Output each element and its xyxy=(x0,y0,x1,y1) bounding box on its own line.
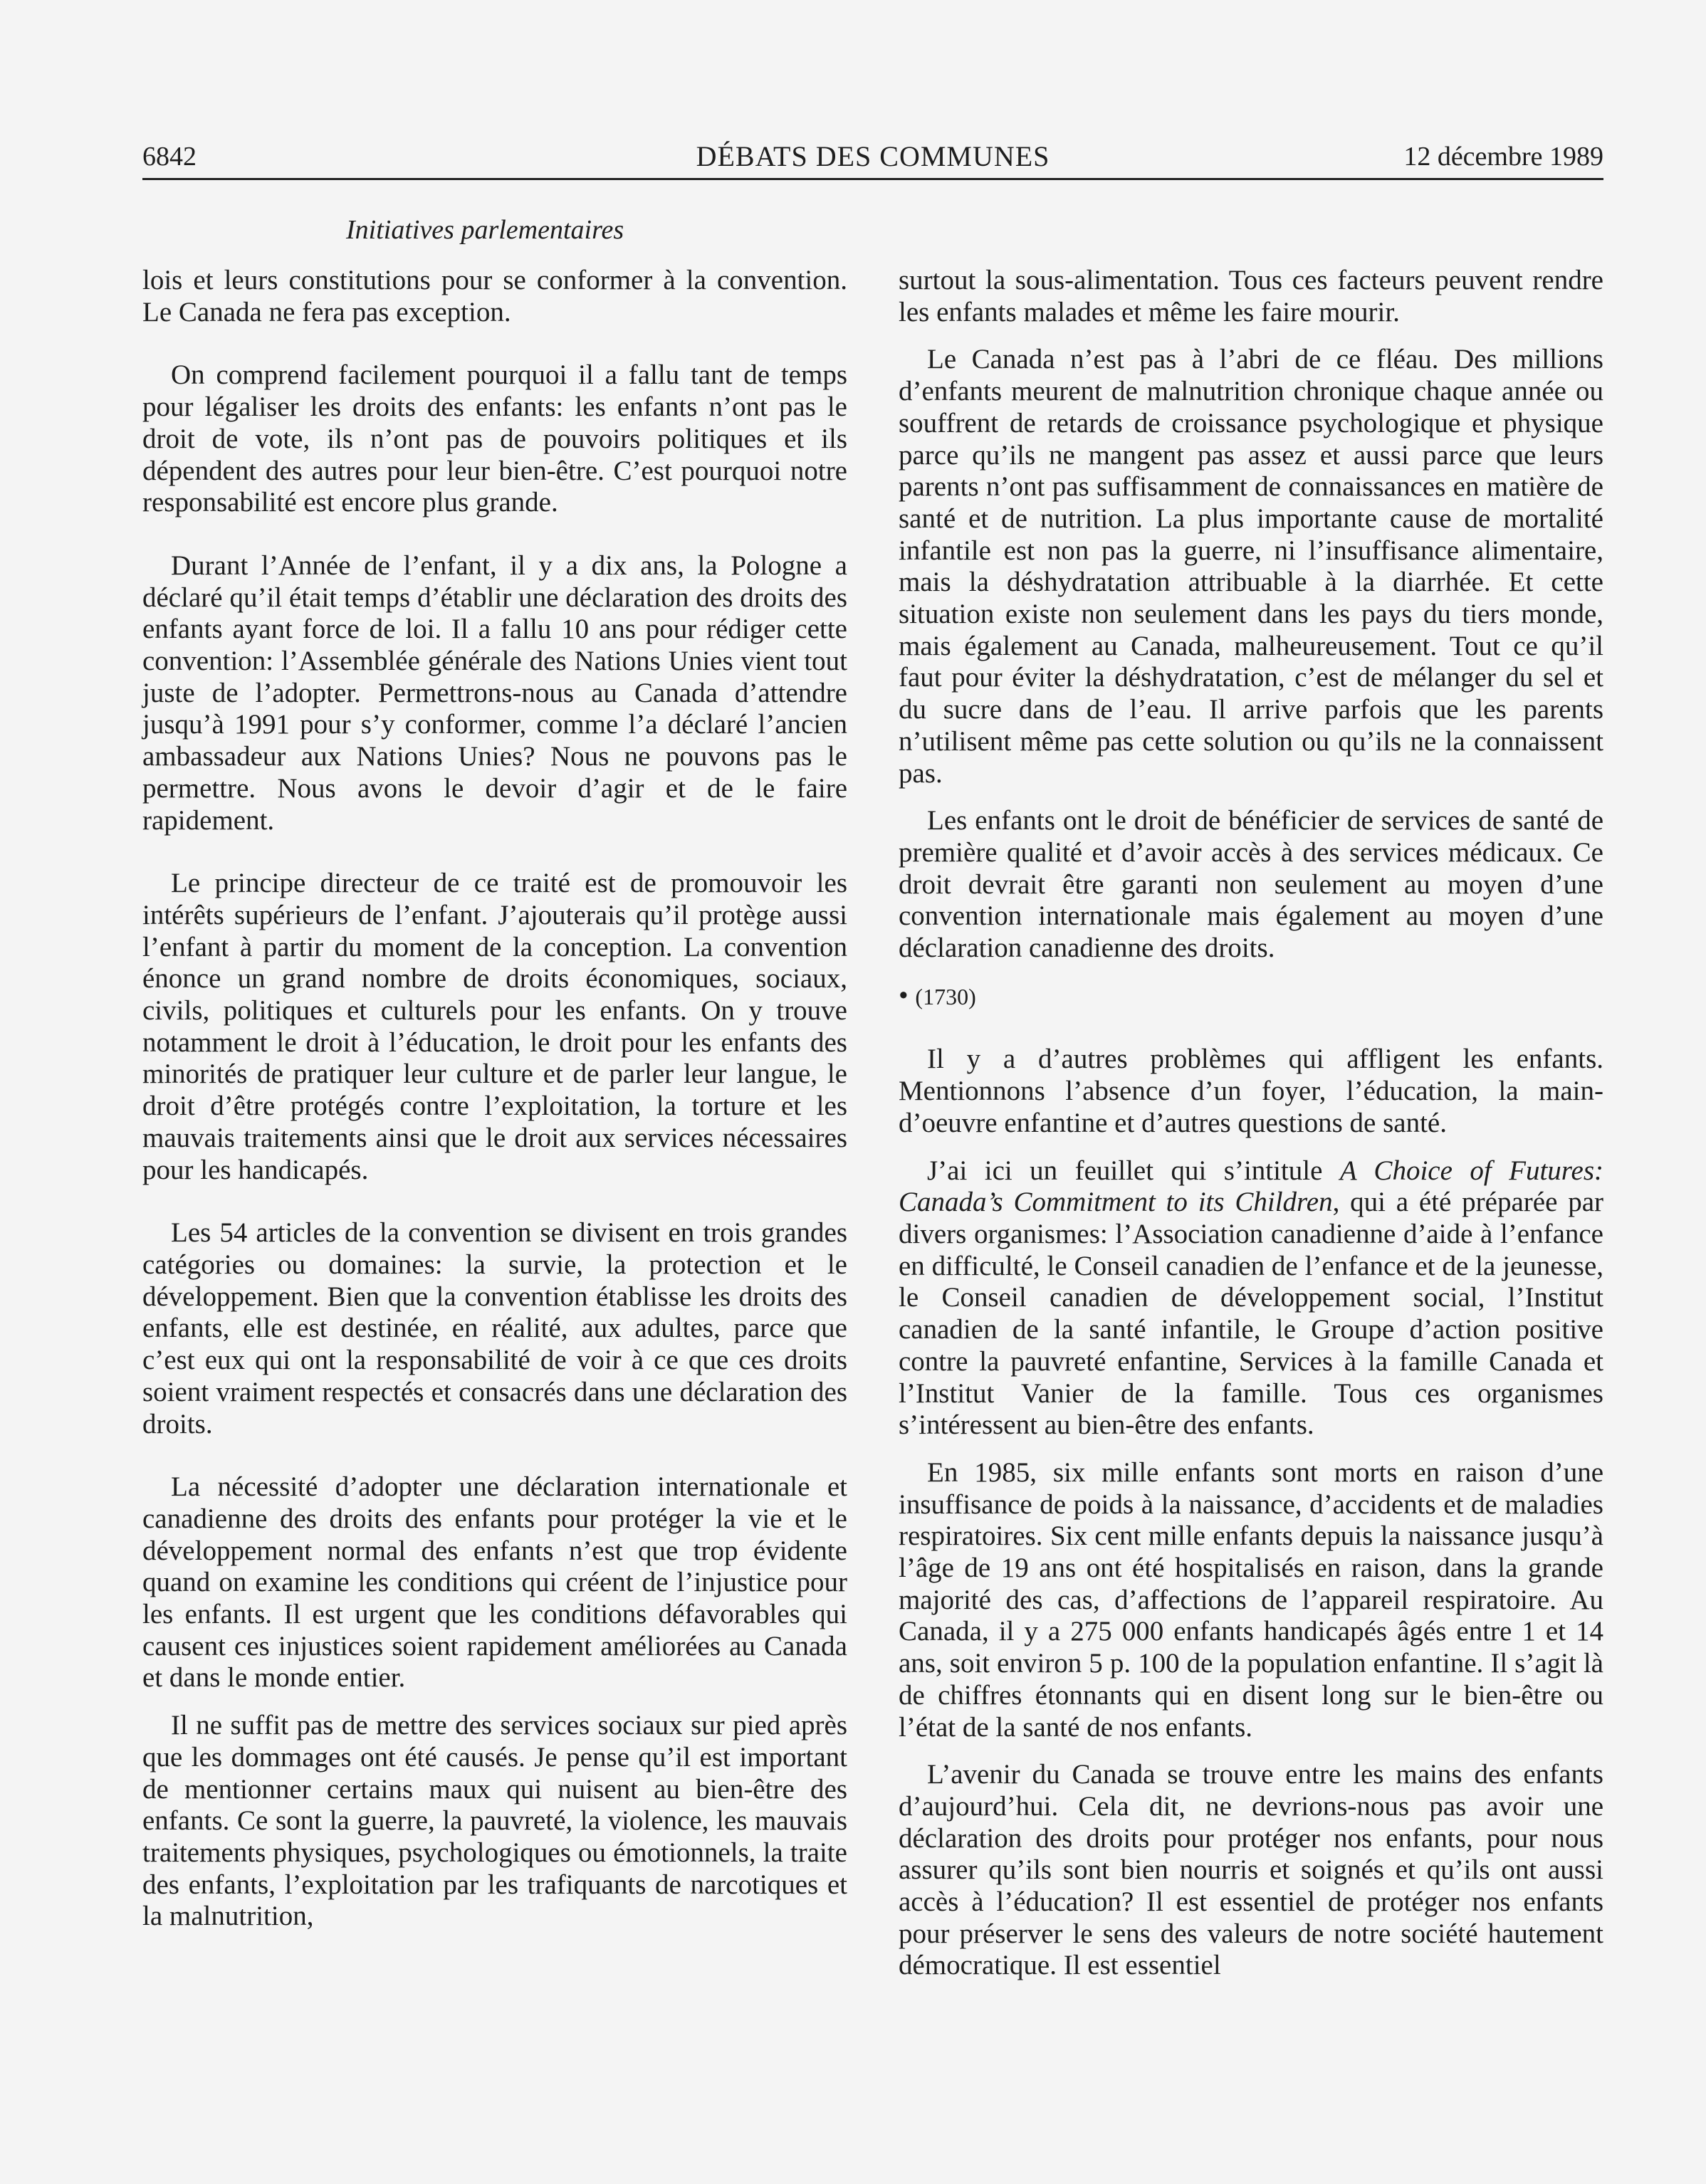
paragraph: lois et leurs constitutions pour se conformer à la convention. Le Canada ne fera pas exception. xyxy=(142,265,847,327)
paragraph: surtout la sous-alimentation. Tous ces facteurs peuvent rendre les enfants malades et même les faire mourir. xyxy=(899,265,1603,327)
paragraph: L’avenir du Canada se trouve entre les mains des enfants d’aujourd’hui. Cela dit, ne devrions-nous pas avoir une déclaration des droits pour protéger nos enfants, pour nous assurer qu’ils sont bien nourris et soignés et qu’ils ont aussi accès à l’éducation? Il est essentiel de protéger nos enfants pour préserver le sens des valeurs de notre société hautement démocratique. Il est essentiel xyxy=(899,1759,1603,1981)
paragraph: Le principe directeur de ce traité est de promouvoir les intérêts supérieurs de l’enfant. J’ajouterais qu’il protège aussi l’enfant à partir du moment de la conception. La convention énonce un grand nombre de droits économiques, sociaux, civils, politiques et culturels pour les enfants. On y trouve notamment le droit à l’éducation, le droit pour les enfants des minorités de pratiquer leur culture et de parler leur langue, le droit d’être protégés contre l’exploitation, la torture et les mauvais traitements ainsi que le droit aux services nécessaires pour les handicapés. xyxy=(142,868,847,1185)
publication-title: DÉBATS DES COMMUNES xyxy=(696,140,1050,172)
paragraph: Il ne suffit pas de mettre des services sociaux sur pied après que les dommages ont été causés. Je pense qu’il est important de mentionner certains maux qui nuisent au bien-être des enfants. Ce sont la guerre, la pauvreté, la violence, les mauvais traitements physiques, psychologiques ou émotionnels, la traite des enfants, l’exploitation par les trafiquants de narcotiques et la malnutrition, xyxy=(142,1710,847,1932)
paragraph: Les 54 articles de la convention se divisent en trois grandes catégories ou domaines: la survie, la protection et le développement. Bien que la convention établisse les droits des enfants, elle est destinée, en réalité, aux adultes, parce que c’est eux qui ont la responsabilité de voir à ce que ces droits soient vraiment respectés et consacrés dans une déclaration des droits. xyxy=(142,1217,847,1439)
paragraph-text: , qui a été préparée par divers organismes: l’Association canadienne d’aide à l’enfance en difficulté, le Conseil canadien de l’enfance et de la jeunesse, le Conseil canadien de développement social, l’Institut canadien de la santé infantile, le Groupe d’action positive contre la pauvreté enfantine, Services à la famille Canada et l’Institut Vanier de la famille. Tous ces organismes s’intéressent au bien-être des enfants. xyxy=(899,1187,1603,1441)
paragraph: Le Canada n’est pas à l’abri de ce fléau. Des millions d’enfants meurent de malnutrition chronique chaque année ou souffrent de retards de croissance psychologique et physique parce qu’ils ne mangent pas assez et aussi parce que leurs parents n’ont pas suffisamment de connaissances en matière de santé et de nutrition. La plus importante cause de mortalité infantile est non pas la guerre, ni l’insuffisance alimentaire, mais la déshydratation attribuable à la diarrhée. Et cette situation existe non seulement dans les pays du tiers monde, mais également au Canada, malheureusement. Tout ce qu’il faut pour éviter la déshydratation, c’est de mélanger du sel et du sucre dans de l’eau. Il arrive parfois que les parents n’utilisent même pas cette solution ou qu’ils ne la connaissent pas. xyxy=(899,344,1603,789)
paragraph: La nécessité d’adopter une déclaration internationale et canadienne des droits des enfants pour protéger la vie et le développement normal des enfants n’est que trop évidente quand on examine les conditions qui créent de l’injustice pour les enfants. Il est urgent que les conditions défavorables qui causent ces injustices soient rapidement améliorées au Canada et dans le monde entier. xyxy=(142,1471,847,1694)
timestamp xyxy=(899,980,1603,1013)
timestamp-text: (1730) xyxy=(915,983,976,1009)
document-title-italic: A Choice of Futures: Canada’s Commitment to its Children xyxy=(899,1155,1603,1218)
section-title: Initiatives parlementaires xyxy=(346,215,624,245)
right-column xyxy=(899,265,1603,1982)
paragraph xyxy=(899,1155,1603,1442)
paragraph: Les enfants ont le droit de bénéficier de services de santé de première qualité et d’avoir accès à des services médicaux. Ce droit devrait être garanti non seulement au moyen d’une convention internationale mais également au moyen d’une déclaration canadienne des droits. xyxy=(899,805,1603,964)
paragraph: En 1985, six mille enfants sont morts en raison d’une insuffisance de poids à la naissance, d’accidents et de maladies respiratoires. Six cent mille enfants depuis la naissance jusqu’à l’âge de 19 ans ont été hospitalisés en raison, dans la grande majorité des cas, d’affections de l’appareil respiratoire. Au Canada, il y a 275 000 enfants handicapés âgés entre 1 et 14 ans, soit environ 5 p. 100 de la population enfantine. Il s’agit là de chiffres étonnants qui en disent long sur le bien-être ou l’état de la santé de nos enfants. xyxy=(899,1456,1603,1743)
paragraph-text: J’ai ici un feuillet qui s’intitule xyxy=(927,1155,1340,1186)
paragraph: Durant l’Année de l’enfant, il y a dix ans, la Pologne a déclaré qu’il était temps d’établir une déclaration des droits des enfants ayant force de loi. Il a fallu 10 ans pour rédiger cette convention: l’Assemblée générale des Nations Unies vient tout juste de l’adopter. Permettrons-nous au Canada d’attendre jusqu’à 1991 pour s’y conformer, comme l’a déclaré l’ancien ambassadeur aux Nations Unies? Nous ne pouvons pas le permettre. Nous avons le devoir d’agir et de le faire rapidement. xyxy=(142,550,847,836)
page-header xyxy=(142,135,1603,178)
publication-date: 12 décembre 1989 xyxy=(1403,142,1603,172)
bullet-icon: • xyxy=(899,980,909,1011)
page-number: 6842 xyxy=(142,142,197,172)
header-rule xyxy=(142,178,1603,180)
paragraph: Il y a d’autres problèmes qui affligent les enfants. Mentionnons l’absence d’un foyer, l’éducation, la main-d’oeuvre enfantine et d’autres questions de santé. xyxy=(899,1044,1603,1138)
left-column xyxy=(142,265,847,1933)
paragraph: On comprend facilement pourquoi il a fallu tant de temps pour légaliser les droits des enfants: les enfants n’ont pas le droit de vote, ils n’ont pas de pouvoirs politiques et ils dépendent des autres pour leur bien-être. C’est pourquoi notre responsabilité est encore plus grande. xyxy=(142,359,847,518)
